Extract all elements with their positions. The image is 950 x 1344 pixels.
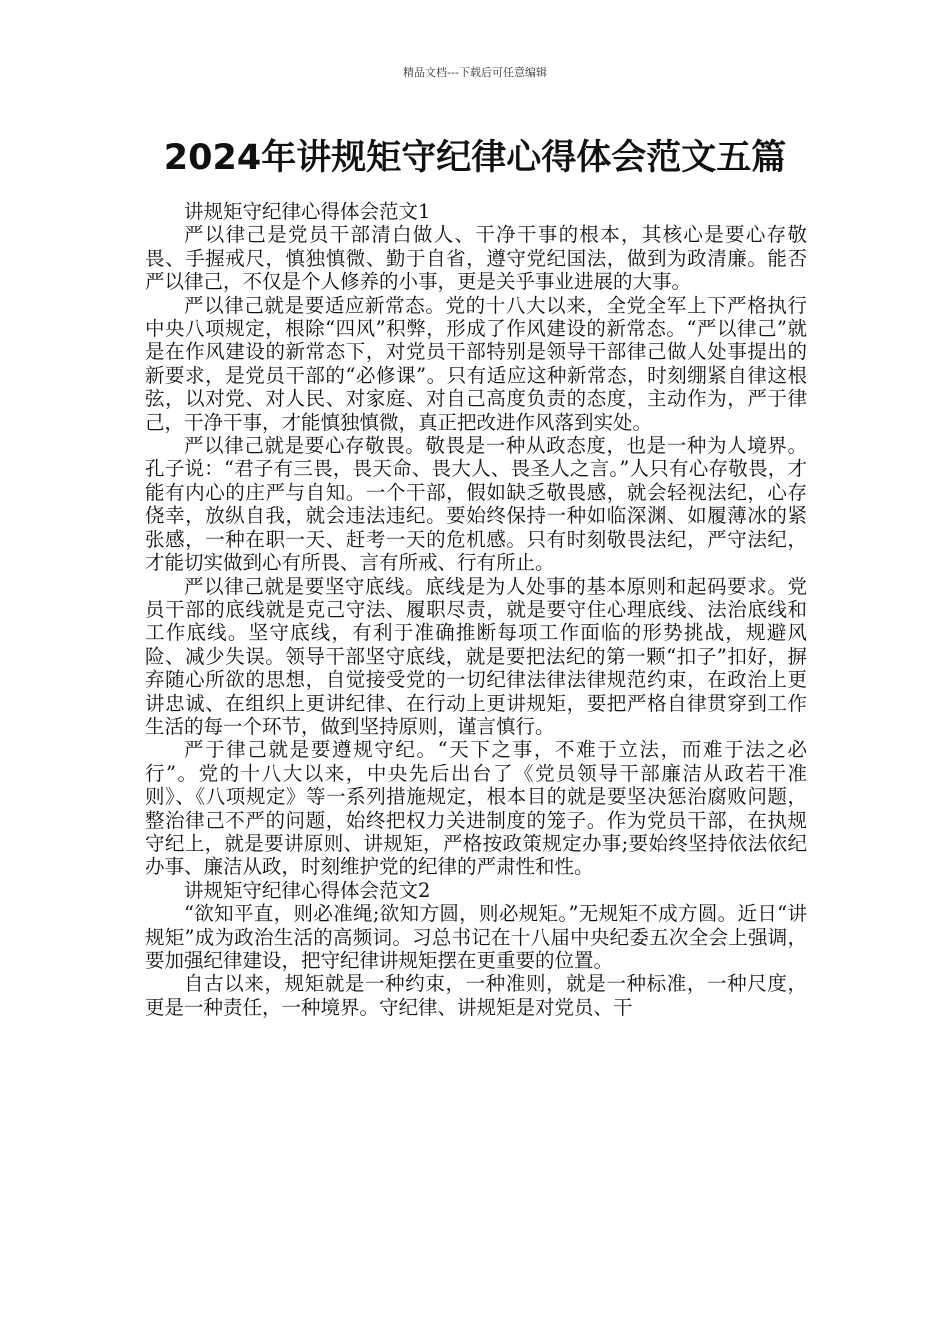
section-heading-2: 讲规矩守纪律心得体会范文2	[184, 878, 431, 902]
paragraph: “欲知平直，则必准绳;欲知方圆，则必规矩。”无规矩不成方圆。近日“讲规矩”成为政治生活的高频词。习总书记在十八届中央纪委五次全会上强调，要加强纪律建设，把守纪律讲规矩摆在更重要的位置。	[145, 902, 807, 972]
paragraph: 严于律己就是要遵规守纪。“天下之事，不难于立法，而难于法之必行”。党的十八大以来，中央先后出台了《党员领导干部廉洁从政若干准则》、《八项规定》等一系列措施规定，根本目的就是要坚决惩治腐败问题，整治律己不严的问题，始终把权力关进制度的笼子。作为党员干部，在执规守纪上，就是要讲原则、讲规矩，严格按政策规定办事;要始终坚持依法依纪办事、廉洁从政，时刻维护党的纪律的严肃性和性。	[145, 738, 807, 879]
paragraph: 严以律己就是要适应新常态。党的十八大以来，全党全军上下严格执行中央八项规定，根除“四风”积弊，形成了作风建设的新常态。“严以律己”就是在作风建设的新常态下，对党员干部特别是领导干部律己做人处事提出的新要求，是党员干部的“必修课”。只有适应这种新常态，时刻绷紧自律这根弦，以对党、对人民、对家庭、对自己高度负责的态度，主动作为，严于律己，干净干事，才能慎独慎微，真正把改进作风落到实处。	[145, 293, 807, 434]
paragraph: 自古以来，规矩就是一种约束，一种准则，就是一种标准，一种尺度，更是一种责任，一种境界。守纪律、讲规矩是对党员、干	[145, 972, 807, 1019]
paragraph: 严以律己就是要坚守底线。底线是为人处事的基本原则和起码要求。党员干部的底线就是克己守法、履职尽责，就是要守住心理底线、法治底线和工作底线。坚守底线，有利于准确推断每项工作面临的形势挑战，规避风险、减少失误。领导干部坚守底线，就是要把法纪的第一颗“扣子”扣好，摒弃随心所欲的思想，自觉接受党的一切纪律法律法律规范约束，在政治上更讲忠诚、在组织上更讲纪律、在行动上更讲规矩，要把严格自律贯穿到工作生活的每一个环节，做到坚持原则，谨言慎行。	[145, 574, 807, 738]
document-body	[145, 200, 807, 1019]
section-heading-1: 讲规矩守纪律心得体会范文1	[184, 200, 431, 223]
paragraph: 严以律己就是要心存敬畏。敬畏是一种从政态度，也是一种为人境界。孔子说：“君子有三畏，畏天命、畏大人、畏圣人之言。”人只有心存敬畏，才能有内心的庄严与自知。一个干部，假如缺乏敬畏感，就会轻视法纪，心存侥幸，放纵自我，就会违法违纪。要始终保持一种如临深渊、如履薄冰的紧张感，一种在职一天、赶考一天的危机感。只有时刻敬畏法纪，严守法纪，才能切实做到心有所畏、言有所戒、行有所止。	[145, 434, 807, 575]
document-title: 2024年讲规矩守纪律心得体会范文五篇	[163, 138, 787, 178]
page-header: 精品文档---下载后可任意编辑	[403, 66, 547, 79]
paragraph: 严以律己是党员干部清白做人、干净干事的根本，其核心是要心存敬畏、手握戒尺，慎独慎微、勤于自省，遵守党纪国法，做到为政清廉。能否严以律己，不仅是个人修养的小事，更是关乎事业进展的大事。	[145, 223, 807, 294]
